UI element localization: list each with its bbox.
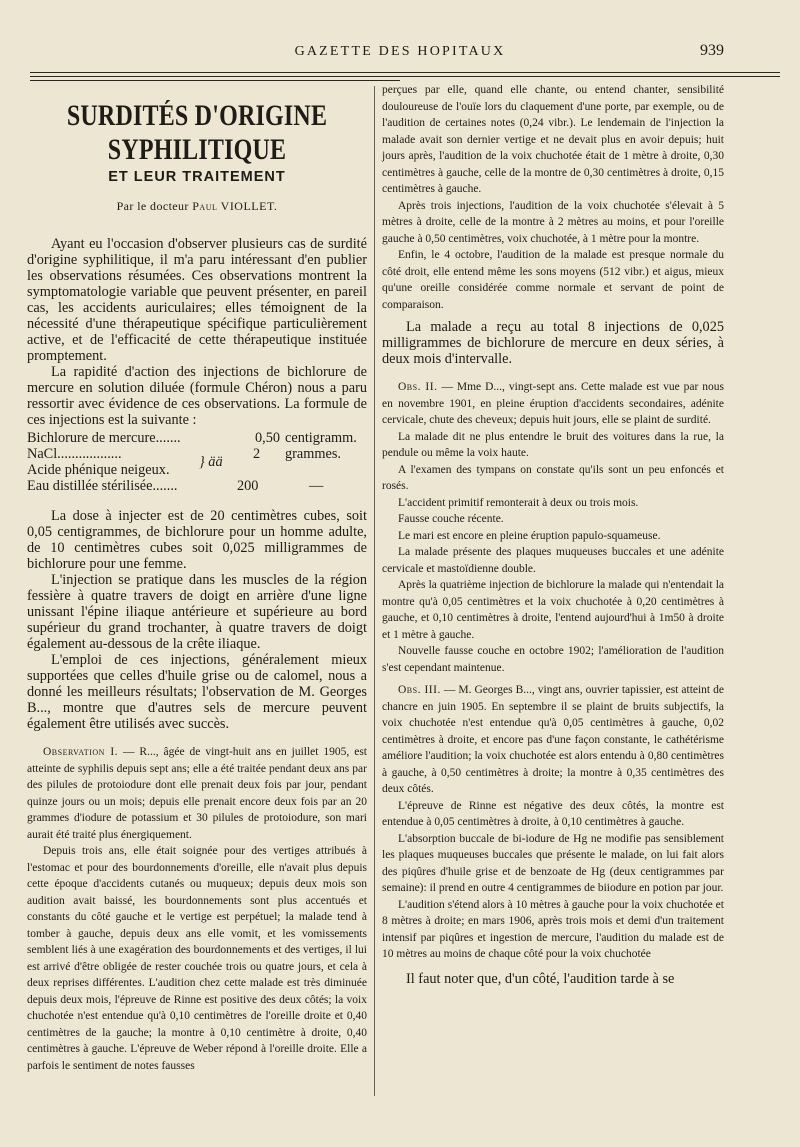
paragraph: Ayant eu l'occasion d'observer plusieurs cas de surdité d'origine syphilitique, il m'a paru intéressant d'en publier les observations résumées. Ces observations montrent la symptomatologie variable que peuvent présenter, en pareil cas, les accidents auriculaires; elles témoignent de la nécessité d'une thérapeutique spécifique particulièrement active, et de l'efficacité de cette thérapeutique instituée promptement.: [27, 236, 367, 364]
observation-paragraph: perçues par elle, quand elle chante, ou entend chanter, sensibilité douloureuse de l'ouïe lors du claquement d'une porte, par exemple, ou de l'audition de certaines notes (0,24 vibr.). Le lendemain de l'injection la malade avait son dernier vertige et ne devait plus en avoir depuis; huit jours après, l'audition de la voix chuchotée était de 1 mètre à droite, 0,30 centimètres à gauche, celle de la montre de 0,30 centimètres à droite, 0,15 centimètres à gauche.: [382, 84, 724, 195]
observation-paragraph: Depuis trois ans, elle était soignée pour des vertiges attribués à l'estomac et pour des bourdonnements d'oreille, elle n'avait plus depuis cette époque d'accidents cutanés ou muqueux; depuis deux mois son audition avait baissé, les bourdonnements sont plus accentués et constants du côté gauche et le vertige est perpétuel; la malade tend à tomber à gauche, depuis deux ans elle vomit, et les vomissements semblent liés à une exagération des bourdonnements et des vertiges, il lui est arrivé d'être obligée de rester couchée trois ou quatre jours, et cela à deux reprises différentes. L'audition chez cette malade est très diminuée depuis deux mois, l'épreuve de Rinne est positive des deux côtés; la voix chuchotée n'est entendue qu'à 0,10 centimètres de l'oreille droite et 0,40 centimètres de la gauche; la montre à 0,10 centimètre à droite, 0,40 centimètres à gauche. L'épreuve de Weber répond à l'oreille droite. Elle a parfois le sentiment de notes fausses: [27, 845, 367, 1072]
observation-paragraph: La malade présente des plaques muqueuses buccales et une adénite cervicale et mastoïdienne double.: [382, 546, 724, 575]
formula-bracket: } ää: [199, 454, 223, 470]
byline-prefix: Par le docteur: [116, 199, 189, 213]
formula-row: [27, 478, 367, 494]
column-divider: [374, 86, 375, 1096]
paragraph: La dose à injecter est de 20 centimètres cubes, soit 0,05 centigrammes, de bichlorure pour un homme adulte, de 10 centimètres cubes soit 0,025 milligrammes de bichlorure pour une femme.: [27, 508, 367, 572]
formula-ingredient: Eau distillée stérilisée.......: [27, 478, 178, 494]
formula-quantity: 2: [253, 446, 261, 462]
left-column: [27, 94, 367, 1074]
observation-paragraph: A l'examen des tympans on constate qu'ils sont un peu enfoncés et rosés.: [382, 463, 724, 492]
formula-unit: —: [309, 478, 324, 494]
header-rule: [30, 72, 780, 73]
observation-text: — M. Georges B..., vingt ans, ouvrier tapissier, est atteint de chancre en juin 1905. En septembre il se plaint de bruits subjectifs, la voix chuchotée n'est entendue qu'à 0,05 centimètres à gauche, 0,02 centimètres à droite, et encore pas d'une façon constante, le cathétérisme améliore l'audition; la voix chuchotée est alors entendu à 0,80 centimètres à gauche, à 0,50 centimètres à droite; la montre à 0,35 centimètres des deux côtés.: [382, 684, 724, 795]
formula-ingredient: NaCl..................: [27, 446, 122, 462]
observation-paragraph: Après la quatrième injection de bichlorure la malade qui n'entendait la montre qu'à 0,05 centimètres et la voix chuchotée à 0,20 centimètres à gauche, et 0,10 centimètres à droite, l'entend aujourd'hui à 1m50 à droite et 1 mètre à gauche.: [382, 579, 724, 641]
author-name: Paul VIOLLET.: [192, 199, 278, 213]
article-subtitle: ET LEUR TRAITEMENT: [108, 169, 286, 185]
closing-paragraph: Il faut noter que, d'un côté, l'audition tarde à se: [406, 970, 675, 987]
paragraph: La rapidité d'action des injections de bichlorure de mercure en solution diluée (formule Chéron) nous a paru ressortir avec évidence de ces observations. La formule de ces injections est la suivante :: [27, 364, 367, 428]
formula-ingredient: Acide phénique neigeux.: [27, 462, 170, 478]
observation-paragraph: Enfin, le 4 octobre, l'audition de la malade est presque normale du côté droit, elle entend même les sons moyens (512 vibr.) et aigus, mieux qu'une oreille considérée comme normale et servant de point de comparaison.: [382, 249, 724, 311]
observation-text: — Mme D..., vingt-sept ans. Cette malade est vue par nous en novembre 1901, en pleine éruption d'accidents secondaires, adénite cervicale, chute des cheveux; depuis huit jours, elle se plaint de surdité.: [382, 381, 725, 426]
observation-paragraph: Après trois injections, l'audition de la voix chuchotée s'élevait à 5 mètres à droite, celle de la montre à 2 mètres au moins, et pour l'oreille gauche à 0,50 centimètres, voix chuchotée, à 1 mètre pour la montre.: [382, 199, 724, 245]
observation-paragraph: [27, 744, 367, 843]
observation-paragraph: Fausse couche récente.: [398, 513, 504, 525]
observation-text: — R..., âgée de vingt-huit ans en juillet 1905, est atteinte de syphilis depuis sept ans; elle a été traitée pendant deux ans par des pilules de protoiodure dont elle prenait deux fois par jour, pendant quinze jours ou un mois; depuis elle prenait encore deux fois par an 20 grammes d'iodure de potassium et 30 pilules de protoiodure, son mari aurait été traité plus énergiquement.: [27, 746, 367, 841]
observation-paragraph: [382, 379, 724, 429]
formula-unit: centigramm.: [285, 430, 357, 446]
formula-ingredient: Bichlorure de mercure.......: [27, 430, 181, 446]
observation-paragraph: La malade dit ne plus entendre le bruit des voitures dans la rue, la pendule ou même la voix haute.: [382, 430, 724, 459]
formula-quantity: 200: [237, 478, 259, 494]
observation-paragraph: Le mari est encore en pleine éruption papulo-squameuse.: [398, 529, 661, 542]
observation-paragraph: Nouvelle fausse couche en octobre 1902; l'amélioration de l'audition s'est cependant maintenue.: [382, 645, 724, 674]
right-column: [382, 82, 724, 987]
page-number: 939: [700, 42, 724, 59]
observation-paragraph: L'accident primitif remonterait à deux ou trois mois.: [398, 496, 639, 509]
observation-paragraph: L'audition s'étend alors à 10 mètres à gauche pour la voix chuchotée et 8 mètres à droite; en mars 1906, après trois mois et demi d'un traitement intensif par piqûres et ingestion de mercure, l'audition du malade est de 10 mètres au moins de chaque côté pour la voix chuchotée: [382, 898, 724, 960]
observation-label: Observation I.: [43, 746, 119, 758]
header-rule-thin: [30, 76, 780, 77]
paragraph: L'emploi de ces injections, généralement mieux supportées que celles d'huile grise ou de calomel, nous a donné les meilleurs résultats; l'observation de M. Georges B..., montre que d'autres sels de mercure peuvent également être utilisés avec succès.: [27, 652, 367, 732]
observation-label: Obs. II.: [398, 381, 438, 393]
formula-table: [27, 430, 367, 494]
header-rule-short: [30, 80, 400, 81]
byline: [27, 199, 367, 214]
formula-row: [27, 430, 367, 446]
observation-paragraph: L'épreuve de Rinne est négative des deux côtés, la montre est entendue à 0,05 centimètres à droite, à 0,10 centimètres à gauche.: [382, 799, 724, 828]
observation-paragraph: L'absorption buccale de bi-iodure de Hg ne modifie pas sensiblement les plaques muqueuses buccales que présente le malade, on lui fait alors des piqûres d'huile grise et de benzoate de Hg (deux centigrammes par semaine): il prend en outre 4 centigrammes de biiodure en potion par jour.: [382, 832, 724, 894]
observation-paragraph: [382, 682, 724, 798]
summary-paragraph: La malade a reçu au total 8 injections de 0,025 milligrammes de bichlorure de mercure en deux séries, à deux mois d'intervalle.: [382, 319, 724, 367]
paragraph: L'injection se pratique dans les muscles de la région fessière à quatre travers de doigt en arrière d'une ligne unissant l'épine iliaque antérieure et supérieure au bord supérieur du grand trochanter, à quatre travers de doigt également au-dessous de la crête iliaque.: [27, 572, 367, 652]
observation-label: Obs. III.: [398, 684, 441, 696]
formula-unit: grammes.: [285, 446, 341, 462]
article-title: SURDITÉS D'ORIGINE SYPHILITIQUE: [66, 100, 328, 167]
formula-row: [27, 462, 367, 478]
formula-quantity: 0,50: [255, 430, 281, 446]
running-title: GAZETTE DES HOPITAUX: [294, 44, 506, 59]
